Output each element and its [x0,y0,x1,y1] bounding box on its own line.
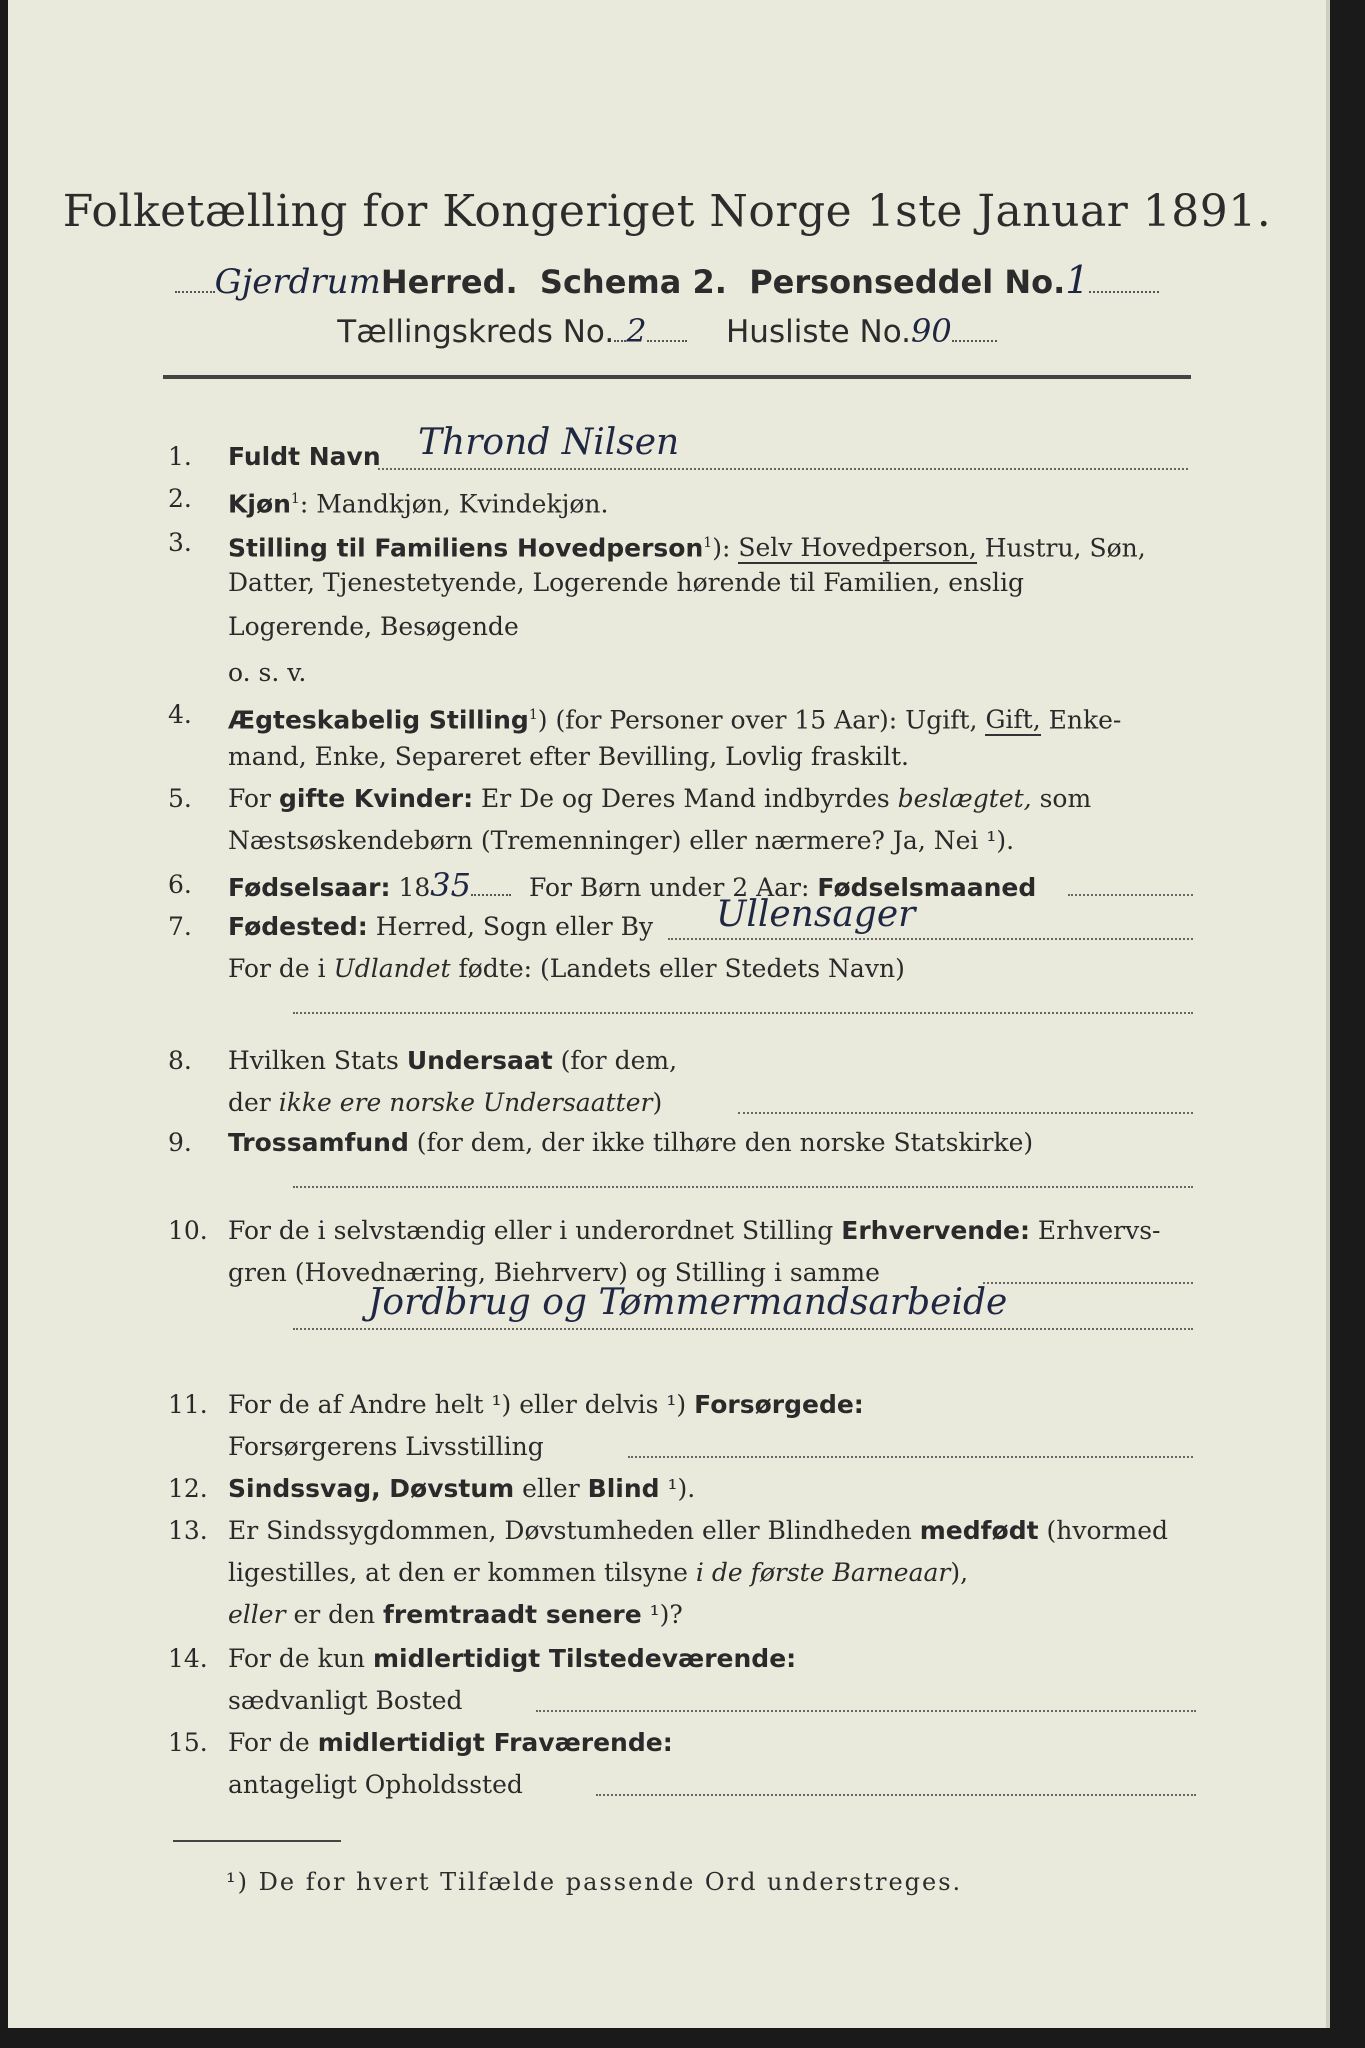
field-label: Trossamfund [228,1128,409,1157]
personseddel-label: Personseddel No. [749,263,1066,301]
taellingskreds-number: 2 [626,312,647,350]
field-text: ) [652,1088,663,1117]
field-number: 15. [168,1728,208,1757]
field-text: ) (for Personer over 15 Aar): Ugift, [537,705,986,735]
field-text: ¹)? [641,1600,683,1629]
field-text: mand, Enke, Separeret efter Bevilling, Lovlig fraskilt. [228,742,909,771]
selected-option: Gift, [985,705,1041,735]
birthplace-value: Ullensager [716,894,916,935]
field-text: eller [514,1474,588,1503]
field-text: Enke- [1040,705,1122,735]
field-text: For de af Andre helt ¹) eller delvis ¹) [228,1390,695,1419]
field-text-italic: Udlandet [333,954,451,983]
field-label: Fødested: [228,912,368,941]
herred-name: Gjerdrum [214,262,381,302]
selected-option: Selv Hovedperson, [738,533,977,563]
footnote-mark: 1 [528,707,538,723]
field-text-italic: beslægtet, [897,784,1032,813]
birth-year-value: 35 [430,866,471,904]
field-text: Datter, Tjenestetyende, Logerende hørende til Familien, enslig [228,568,1025,597]
footnote: ¹) De for hvert Tilfælde passende Ord understreges. [226,1868,963,1896]
field-text: (for dem, [552,1046,678,1075]
field-number: 14. [168,1644,208,1673]
field-text: som [1031,784,1092,813]
field-number: 5. [168,784,192,813]
field-number: 2. [168,484,192,513]
field-text: der [228,1088,279,1117]
field-label: Sindssvag, Døvstum [228,1474,515,1503]
field-text: For de kun [228,1644,373,1673]
field-text: For [228,784,279,813]
form-title: Folketælling for Kongeriget Norge 1ste Januar 1891. [62,186,1272,237]
schema-label: Schema 2. [539,263,727,301]
field-label: Fødselsmaaned [817,873,1037,902]
fill-line [293,1328,1193,1330]
field-label: Stilling til Familiens Hovedperson [228,533,704,563]
fill-line [536,1710,1196,1712]
field-label: medfødt [919,1516,1039,1545]
field-label: fremtraadt senere [383,1600,642,1629]
fill-line [738,1112,1193,1114]
field-text: ): [712,533,739,563]
field-text: Logerende, Besøgende [228,612,519,641]
footnote-mark: 1 [290,491,300,507]
field-text: Hustru, Søn, [976,533,1146,563]
field-number: 4. [168,700,192,729]
field-label: Kjøn [228,489,291,519]
field-number: 10. [168,1216,208,1245]
husliste-label: Husliste No. [725,314,912,350]
personseddel-number: 1 [1065,258,1090,302]
field-number: 3. [168,528,192,557]
fill-line [1068,894,1193,896]
field-text: Er Sindssygdommen, Døvstumheden eller Blindheden [228,1516,920,1545]
field-text: Herred, Sogn eller By [367,912,654,941]
fill-line [628,1456,1193,1458]
fill-line [668,938,1193,940]
header-divider [163,375,1191,379]
field-label: Forsørgede: [694,1390,864,1419]
field-text: ligestilles, at den er kommen tilsyne [228,1558,696,1587]
taellingskreds-line [8,312,1326,350]
footnote-divider [173,1840,341,1842]
herred-label: Herred. [380,263,518,301]
field-text: er den [285,1600,384,1629]
fill-line [596,1794,1196,1796]
field-text: For de i selvstændig eller i underordnet Stilling [228,1216,842,1245]
field-number: 6. [168,870,192,899]
field-label: Blind [587,1474,660,1503]
field-label: midlertidigt Tilstedeværende: [372,1644,797,1673]
field-label: gifte Kvinder: [278,784,474,813]
full-name-value: Thrond Nilsen [418,422,680,463]
field-text: fødte: (Landets eller Stedets Navn) [450,954,905,983]
field-text: o. s. v. [228,658,307,687]
census-form-page [8,0,1330,2028]
field-label: Erhvervende: [841,1216,1030,1245]
fill-line [293,1186,1193,1188]
field-text: Næstsøskendebørn (Tremenninger) eller nærmere? Ja, Nei ¹). [228,826,1015,855]
field-text-italic: ikke ere norske Undersaatter [278,1088,653,1117]
field-label: Undersaat [406,1046,553,1075]
field-text: ), [950,1558,969,1587]
occupation-value: Jordbrug og Tømmermandsarbeide [368,1282,1008,1323]
field-text: gren (Hovednæring, Biehrverv) og Stilling i samme [228,1258,880,1287]
field-text: (for dem, der ikke tilhøre den norske Statskirke) [408,1128,1034,1157]
field-number: 13. [168,1516,208,1545]
field-text: 18 [390,873,431,902]
footnote-mark: 1 [703,535,713,551]
field-text: Hvilken Stats [228,1046,407,1075]
fill-line [378,468,1188,470]
field-number: 7. [168,912,192,941]
taellingskreds-label: Tællingskreds No. [337,314,615,350]
fill-line [983,1282,1193,1284]
field-text: Erhvervs- [1029,1216,1161,1245]
field-text: For de i [228,954,334,983]
field-text: antageligt Opholdssted [228,1770,523,1799]
field-label: Ægteskabelig Stilling [228,705,529,735]
field-text: For Børn under 2 Aar: [528,873,818,902]
field-text: (hvormed [1038,1516,1168,1545]
field-text-italic: i de første Barneaar [695,1558,951,1587]
field-text: Forsørgerens Livsstilling [228,1432,544,1461]
field-label: midlertidigt Fraværende: [317,1728,673,1757]
fill-line [293,1012,1193,1014]
field-number: 1. [168,442,192,471]
husliste-number: 90 [911,312,952,350]
field-number: 8. [168,1046,192,1075]
field-text: sædvanligt Bosted [228,1686,463,1715]
field-text: Er De og Deres Mand indbyrdes [473,784,898,813]
field-label: Fuldt Navn [228,442,381,471]
field-number: 9. [168,1128,192,1157]
field-options: : Mandkjøn, Kvindekjøn. [299,489,609,519]
herred-schema-line [8,258,1326,302]
field-number: 11. [168,1390,208,1419]
field-text: ¹). [659,1474,696,1503]
field-number: 12. [168,1474,208,1503]
field-text-italic: eller [228,1600,286,1629]
field-text: For de [228,1728,318,1757]
field-label: Fødselsaar: [228,873,391,902]
